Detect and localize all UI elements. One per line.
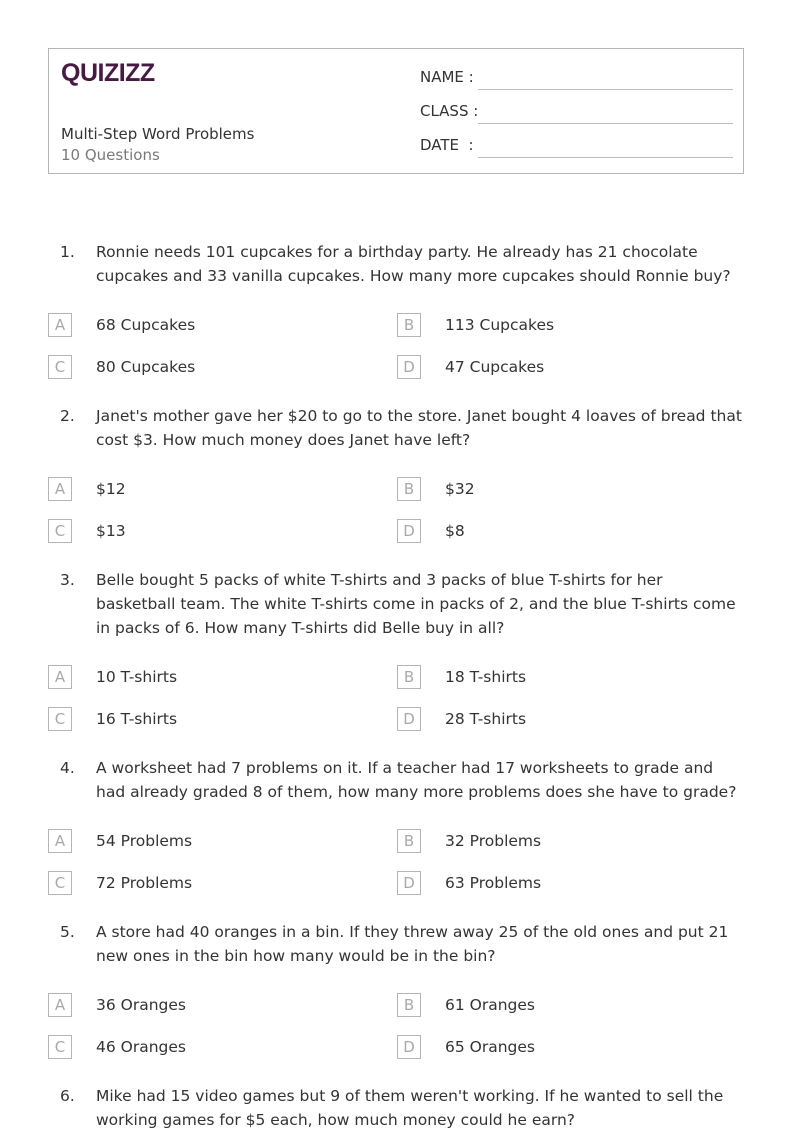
option-letter-box: A <box>48 313 72 337</box>
option-text: 65 Oranges <box>445 1038 535 1056</box>
question-text: Belle bought 5 packs of white T-shirts and 3 packs of blue T-shirts for her basketball team. The white T-shirts come in packs of 2, and the blue T-shirts come in packs of 6. How many T-shirts did Belle buy in all? <box>96 571 736 637</box>
option-text: 46 Oranges <box>96 1038 186 1056</box>
worksheet-title: Multi-Step Word Problems <box>61 125 255 143</box>
option-letter-box: C <box>48 707 72 731</box>
option-text: 18 T-shirts <box>445 668 527 686</box>
question-text: Mike had 15 video games but 9 of them weren't working. If he wanted to sell the working games for $5 each, how much money could he earn? <box>96 1087 724 1129</box>
question-count: 10 Questions <box>61 146 160 164</box>
question-number: 2. <box>60 407 75 425</box>
option-letter-box: A <box>48 477 72 501</box>
option-letter-box: B <box>397 829 421 853</box>
option-letter-box: D <box>397 1035 421 1059</box>
date-label: DATE : <box>420 136 474 154</box>
option-text: 61 Oranges <box>445 996 535 1014</box>
option-text: 72 Problems <box>96 874 193 892</box>
option-letter-box: B <box>397 993 421 1017</box>
question-text: A worksheet had 7 problems on it. If a teacher had 17 worksheets to grade and had already graded 8 of them, how many more problems does she have to grade? <box>96 759 737 801</box>
question-text: Ronnie needs 101 cupcakes for a birthday party. He already has 21 chocolate cupcakes and 33 vanilla cupcakes. How many more cupcakes should Ronnie buy? <box>96 243 731 285</box>
date-line[interactable] <box>478 157 733 158</box>
option-text: $12 <box>96 480 126 498</box>
option-text: $32 <box>445 480 475 498</box>
question-number: 6. <box>60 1087 75 1105</box>
option-text: 68 Cupcakes <box>96 316 196 334</box>
option-letter-box: B <box>397 665 421 689</box>
question-number: 4. <box>60 759 75 777</box>
option-letter-box: B <box>397 477 421 501</box>
option-text: 47 Cupcakes <box>445 358 545 376</box>
option-letter-box: A <box>48 993 72 1017</box>
option-letter-box: D <box>397 355 421 379</box>
worksheet-header <box>48 48 744 174</box>
option-letter-box: C <box>48 1035 72 1059</box>
option-letter-box: C <box>48 355 72 379</box>
option-text: 16 T-shirts <box>96 710 178 728</box>
option-text: $8 <box>445 522 465 540</box>
question-text: Janet's mother gave her $20 to go to the store. Janet bought 4 loaves of bread that cost $3. How much money does Janet have left? <box>96 407 742 449</box>
name-line[interactable] <box>478 89 733 90</box>
option-letter-box: C <box>48 871 72 895</box>
option-letter-box: B <box>397 313 421 337</box>
option-text: $13 <box>96 522 126 540</box>
option-letter-box: D <box>397 707 421 731</box>
question-number: 1. <box>60 243 75 261</box>
option-letter-box: A <box>48 665 72 689</box>
option-text: 54 Problems <box>96 832 193 850</box>
option-letter-box: D <box>397 519 421 543</box>
question-number: 3. <box>60 571 75 589</box>
class-line[interactable] <box>478 123 733 124</box>
option-text: 28 T-shirts <box>445 710 527 728</box>
name-label: NAME : <box>420 68 474 86</box>
option-text: 80 Cupcakes <box>96 358 196 376</box>
option-letter-box: C <box>48 519 72 543</box>
option-text: 32 Problems <box>445 832 542 850</box>
question-number: 5. <box>60 923 75 941</box>
option-letter-box: D <box>397 871 421 895</box>
option-letter-box: A <box>48 829 72 853</box>
option-text: 10 T-shirts <box>96 668 178 686</box>
question-text: A store had 40 oranges in a bin. If they threw away 25 of the old ones and put 21 new ones in the bin how many would be in the bin? <box>96 923 729 965</box>
option-text: 36 Oranges <box>96 996 186 1014</box>
option-text: 63 Problems <box>445 874 542 892</box>
quizizz-logo: QUIZIZZ <box>61 59 155 87</box>
option-text: 113 Cupcakes <box>445 316 555 334</box>
class-label: CLASS : <box>420 102 479 120</box>
